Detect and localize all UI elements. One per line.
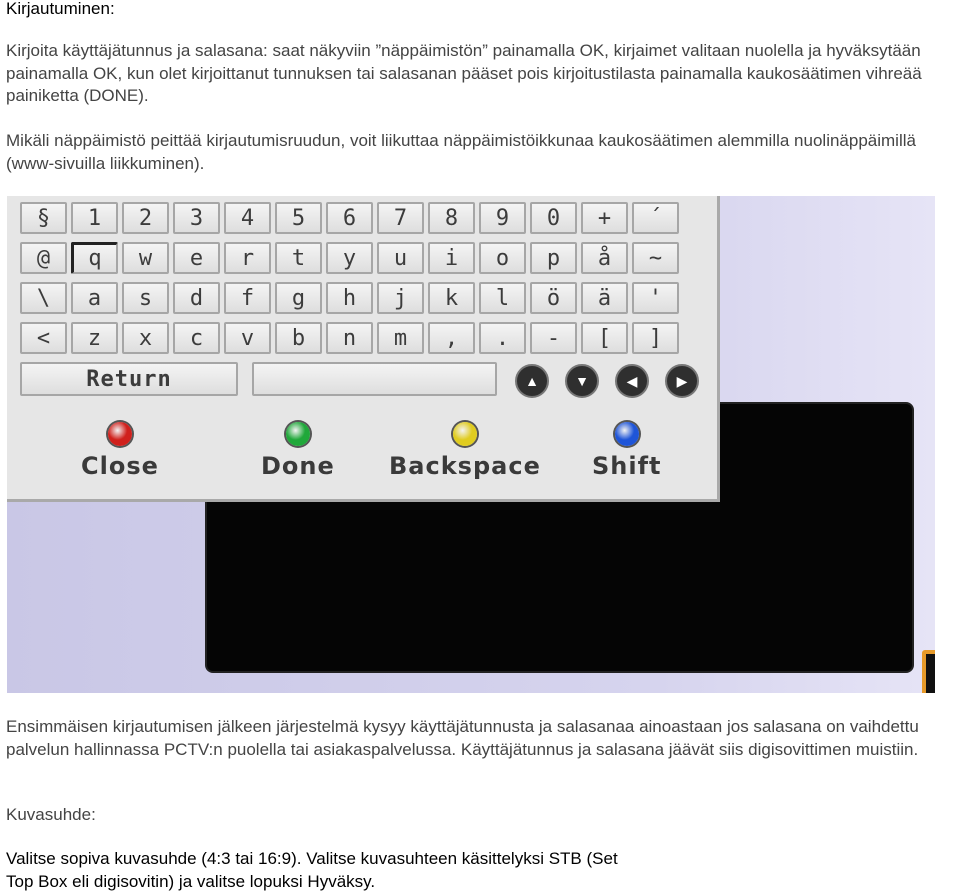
key[interactable]: 4 xyxy=(224,202,271,234)
key[interactable]: l xyxy=(479,282,526,314)
paragraph-first-login: Ensimmäisen kirjautumisen jälkeen järjestelmä kysyy käyttäjätunnusta ja salasanaa ainoastaan jos salasana on vaihdettu palvelun hallinnassa PCTV:n puolella tai asiakaspalvelussa. Käyttäjätunnus ja salasana jäävät siis digisovittimen muistiin. xyxy=(6,717,919,759)
key[interactable]: m xyxy=(377,322,424,354)
key[interactable]: + xyxy=(581,202,628,234)
arrow-keys xyxy=(515,364,699,398)
paragraph-login-instructions: Kirjoita käyttäjätunnus ja salasana: saat näkyviin ”näppäimistön” painamalla OK, kirjaimet valitaan nuolella ja hyväksytään painamalla OK, kun olet kirjoittanut tunnuksen tai salasanan pääset pois kirjoitustilasta painamalla kaukosäätimen vihreää painiketta (DONE). xyxy=(6,41,922,105)
key[interactable]: 7 xyxy=(377,202,424,234)
key[interactable]: 3 xyxy=(173,202,220,234)
done-button[interactable] xyxy=(261,422,335,480)
key[interactable]: @ xyxy=(20,242,67,274)
red-dot-icon xyxy=(108,422,132,446)
key[interactable]: å xyxy=(581,242,628,274)
return-key[interactable]: Return xyxy=(20,362,238,396)
key[interactable]: j xyxy=(377,282,424,314)
onscreen-keyboard xyxy=(7,196,720,502)
key[interactable]: 6 xyxy=(326,202,373,234)
key[interactable]: a xyxy=(71,282,118,314)
heading-login: Kirjautuminen: xyxy=(6,0,115,18)
key[interactable]: w xyxy=(122,242,169,274)
tv-screenshot xyxy=(7,196,935,693)
key[interactable]: 8 xyxy=(428,202,475,234)
key[interactable]: f xyxy=(224,282,271,314)
key[interactable]: ä xyxy=(581,282,628,314)
shift-label: Shift xyxy=(592,452,662,480)
key[interactable]: ] xyxy=(632,322,679,354)
key[interactable]: ~ xyxy=(632,242,679,274)
green-dot-icon xyxy=(286,422,310,446)
key[interactable]: ö xyxy=(530,282,577,314)
keyboard-row-2 xyxy=(20,242,679,274)
key[interactable]: [ xyxy=(581,322,628,354)
key[interactable]: i xyxy=(428,242,475,274)
key[interactable]: - xyxy=(530,322,577,354)
key[interactable]: p xyxy=(530,242,577,274)
keyboard-row-4 xyxy=(20,322,679,354)
keyboard-row-3 xyxy=(20,282,679,314)
key[interactable]: x xyxy=(122,322,169,354)
key[interactable]: g xyxy=(275,282,322,314)
key[interactable]: 0 xyxy=(530,202,577,234)
key[interactable]: y xyxy=(326,242,373,274)
key[interactable]: q xyxy=(71,242,118,274)
space-key[interactable] xyxy=(252,362,497,396)
key[interactable]: h xyxy=(326,282,373,314)
arrow-right-icon[interactable]: ▶ xyxy=(665,364,699,398)
arrow-up-icon[interactable]: ▲ xyxy=(515,364,549,398)
key[interactable]: 9 xyxy=(479,202,526,234)
key[interactable]: k xyxy=(428,282,475,314)
key[interactable]: § xyxy=(20,202,67,234)
backspace-label: Backspace xyxy=(389,452,541,480)
key[interactable]: ' xyxy=(632,282,679,314)
key[interactable]: z xyxy=(71,322,118,354)
paragraph-aspect-ratio: Valitse sopiva kuvasuhde (4:3 tai 16:9). Valitse kuvasuhteen käsittelyksi STB (Set Top Box eli digisovitin) ja valitse lopuksi Hyväksy. xyxy=(6,849,618,891)
arrow-left-icon[interactable]: ◀ xyxy=(615,364,649,398)
username-field[interactable] xyxy=(922,650,935,693)
shift-button[interactable] xyxy=(592,422,662,480)
key[interactable]: r xyxy=(224,242,271,274)
key[interactable]: n xyxy=(326,322,373,354)
key[interactable]: 2 xyxy=(122,202,169,234)
key[interactable]: 1 xyxy=(71,202,118,234)
key[interactable]: ´ xyxy=(632,202,679,234)
key[interactable]: c xyxy=(173,322,220,354)
paragraph-keyboard-move: Mikäli näppäimistö peittää kirjautumisruudun, voit liikuttaa näppäimistöikkunaa kaukosäätimen alemmilla nuolinäppäimillä (www-sivuilla liikkuminen). xyxy=(6,131,916,173)
key[interactable]: s xyxy=(122,282,169,314)
key[interactable]: , xyxy=(428,322,475,354)
key[interactable]: b xyxy=(275,322,322,354)
key[interactable]: < xyxy=(20,322,67,354)
backspace-button[interactable] xyxy=(389,422,541,480)
yellow-dot-icon xyxy=(453,422,477,446)
done-label: Done xyxy=(261,452,335,480)
key[interactable]: e xyxy=(173,242,220,274)
key[interactable]: o xyxy=(479,242,526,274)
key[interactable]: u xyxy=(377,242,424,274)
key[interactable]: . xyxy=(479,322,526,354)
key[interactable]: t xyxy=(275,242,322,274)
key[interactable]: v xyxy=(224,322,271,354)
key[interactable]: \ xyxy=(20,282,67,314)
blue-dot-icon xyxy=(615,422,639,446)
close-label: Close xyxy=(81,452,159,480)
close-button[interactable] xyxy=(81,422,159,480)
keyboard-row-1 xyxy=(20,202,679,234)
arrow-down-icon[interactable]: ▼ xyxy=(565,364,599,398)
key[interactable]: d xyxy=(173,282,220,314)
heading-aspect-ratio: Kuvasuhde: xyxy=(6,805,96,824)
key[interactable]: 5 xyxy=(275,202,322,234)
